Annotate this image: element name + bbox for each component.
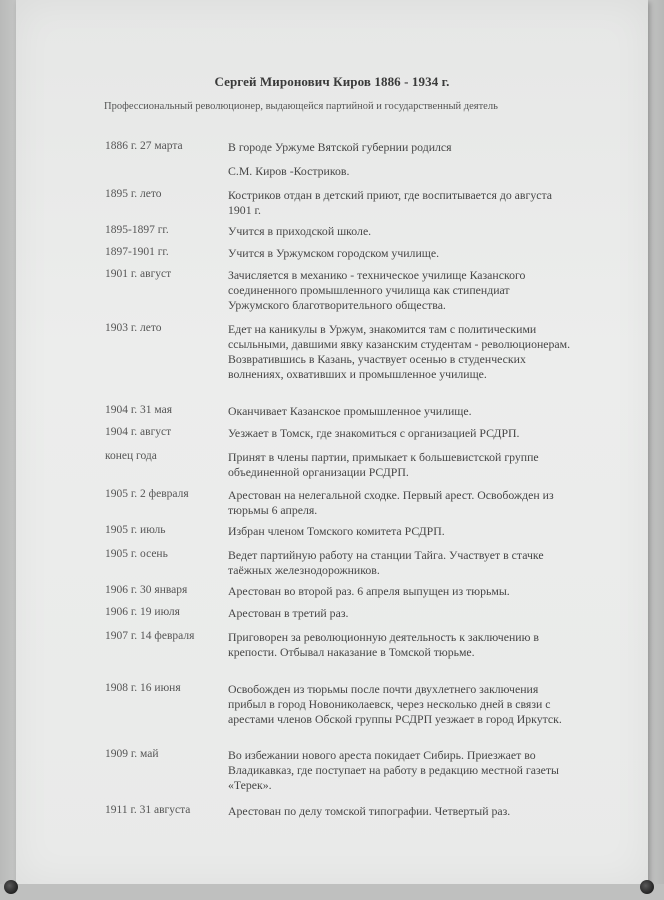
entry-date: 1909 г. май <box>105 748 159 760</box>
entry-date: 1905 г. 2 февраля <box>105 488 189 500</box>
pin-right <box>640 880 654 894</box>
entry-date: 1901 г. август <box>105 268 172 280</box>
entry-date: 1904 г. 31 мая <box>105 404 173 416</box>
entry-text: С.М. Киров -Костриков. <box>228 164 350 178</box>
entry-text: Арестован на нелегальной сходке. Первый арест. Освобожден из тюрьмы 6 апреля. <box>228 488 554 517</box>
entry-date: 1897-1901 гг. <box>105 246 169 258</box>
entry-date: 1904 г. август <box>105 426 172 438</box>
bottom-shadow-band <box>0 884 664 900</box>
entry-text: Учится в приходской школе. <box>228 224 372 238</box>
entry-text: Оканчивает Казанское промышленное училище. <box>228 404 472 418</box>
entry-date: 1905 г. осень <box>105 548 168 560</box>
entry-text: Избран членом Томского комитета РСДРП. <box>228 524 445 538</box>
entry-date: 1886 г. 27 марта <box>105 140 183 152</box>
entry-text: Зачисляется в механико - техническое училище Казанского соединенного промышленного училища как стипендиат Уржумского благотворительного общества. <box>228 268 526 312</box>
entry-date: 1895-1897 гг. <box>105 224 169 236</box>
entry-date: 1903 г. лето <box>105 322 162 334</box>
pin-left <box>4 880 18 894</box>
entry-text: Учится в Уржумском городском училище. <box>228 246 440 260</box>
entry-text: Арестован по делу томской типографии. Четвертый раз. <box>228 804 511 818</box>
entry-date: 1907 г. 14 февраля <box>105 630 195 642</box>
entry-text: В городе Уржуме Вятской губернии родился <box>228 140 452 154</box>
document-subtitle: Профессиональный революционер, выдающейся партийной и государственный деятель <box>104 101 498 112</box>
entry-text: Арестован в третий раз. <box>228 606 349 620</box>
entry-text: Принят в члены партии, примыкает к большевистской группе объединенной организации РСДРП. <box>228 450 539 479</box>
entry-date: 1895 г. лето <box>105 188 162 200</box>
document-title: Сергей Миронович Киров 1886 - 1934 г. <box>214 74 450 89</box>
entry-text: Арестован во второй раз. 6 апреля выпущен из тюрьмы. <box>228 584 510 598</box>
entry-date: 1906 г. 30 января <box>105 584 188 596</box>
entry-text: Во избежании нового ареста покидает Сибирь. Приезжает во Владикавказ, где поступает на работу в редакцию местной газеты «Терек». <box>228 748 559 792</box>
entry-text: Уезжает в Томск, где знакомиться с организацией РСДРП. <box>228 426 520 440</box>
entry-date: 1905 г. июль <box>105 524 166 536</box>
entry-date: конец года <box>105 450 157 462</box>
entry-date: 1906 г. 19 июля <box>105 606 180 618</box>
entry-text: Ведет партийную работу на станции Тайга. Участвует в стачке таёжных железнодорожников. <box>228 548 544 577</box>
entry-text: Освобожден из тюрьмы после почти двухлетнего заключения прибыл в город Новониколаевск, через несколько дней в связи с арестами членов Обской группы РСДРП уезжает в город Иркутск. <box>228 682 562 726</box>
entry-text: Приговорен за революционную деятельность к заключению в крепости. Отбывал наказание в Томской тюрьме. <box>228 630 539 659</box>
entry-date: 1908 г. 16 июня <box>105 682 181 694</box>
entry-text: Едет на каникулы в Уржум, знакомится там с политическими ссыльными, давшими явку казанским студентам - революционерам. Возвратившись в Казань, участвует осенью в студенческих волнениях, охвативших и промышленное училище. <box>228 322 571 381</box>
entry-text: Костриков отдан в детский приют, где воспитывается до августа 1901 г. <box>228 188 552 217</box>
entry-date: 1911 г. 31 августа <box>105 804 191 816</box>
